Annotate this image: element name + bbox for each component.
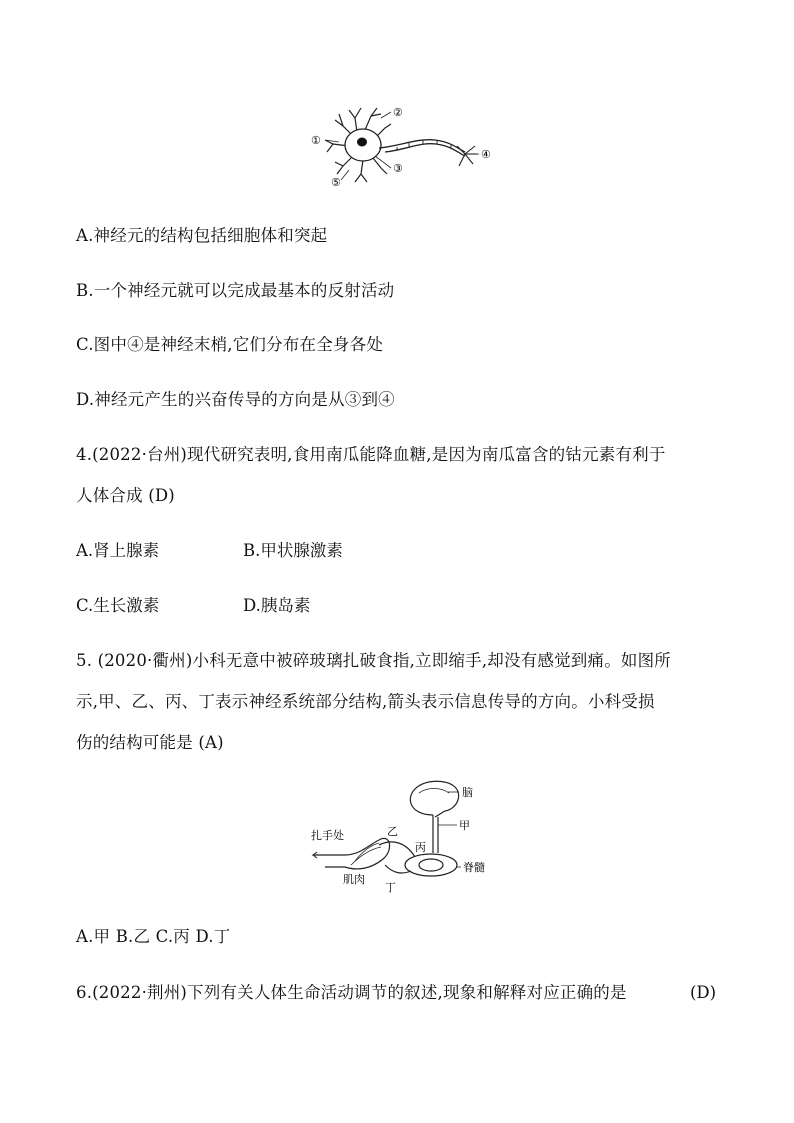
q3-option-c: C.图中④是神经末梢,它们分布在全身各处 [76,335,384,354]
neuron-figure [305,100,495,192]
q6-stem: 6.(2022·荆州)下列有关人体生命活动调节的叙述,现象和解释对应正确的是 [76,983,627,1002]
label-prick-site: 扎手处 [311,829,344,842]
label-yi: 乙 [387,825,398,838]
q5-stem-line3: 伤的结构可能是 (A) [76,733,224,752]
q4-option-d: D.胰岛素 [243,596,311,615]
label-spinal-cord: 脊髓 [463,861,485,874]
label-ding: 丁 [385,881,396,894]
label-jia: 甲 [459,819,470,832]
q3-option-a: A.神经元的结构包括细胞体和突起 [76,226,328,245]
label-bing: 丙 [415,841,426,854]
q5-stem-line2: 示,甲、乙、丙、丁表示神经系统部分结构,箭头表示信息传导的方向。小科受损 [76,692,655,711]
q5-options: A.甲 B.乙 C.丙 D.丁 [76,927,231,946]
q6-answer: (D) [690,983,717,1002]
q4-option-c: C.生长激素 [76,596,160,615]
q3-option-b: B.一个神经元就可以完成最基本的反射活动 [76,281,395,300]
q3-option-d: D.神经元产生的兴奋传导的方向是从③到④ [76,390,395,409]
label-5: ⑤ [331,176,341,189]
q5-stem-line1: 5. (2020·衢州)小科无意中被碎玻璃扎破食指,立即缩手,却没有感觉到痛。如图所 [76,651,671,670]
q4-stem-line2: 人体合成 (D) [76,486,175,505]
label-muscle: 肌肉 [343,873,365,886]
label-4: ④ [481,148,491,161]
q4-stem-line1: 4.(2022·台州)现代研究表明,食用南瓜能降血糖,是因为南瓜富含的钴元素有利于 [76,445,666,464]
label-1: ① [311,134,321,147]
label-3: ③ [393,162,403,175]
q4-option-b: B.甲状腺激素 [243,541,343,560]
label-2: ② [393,106,403,119]
label-brain: 脑 [462,786,473,799]
q4-option-a: A.肾上腺素 [76,541,160,560]
reflex-arc-figure [305,775,500,895]
